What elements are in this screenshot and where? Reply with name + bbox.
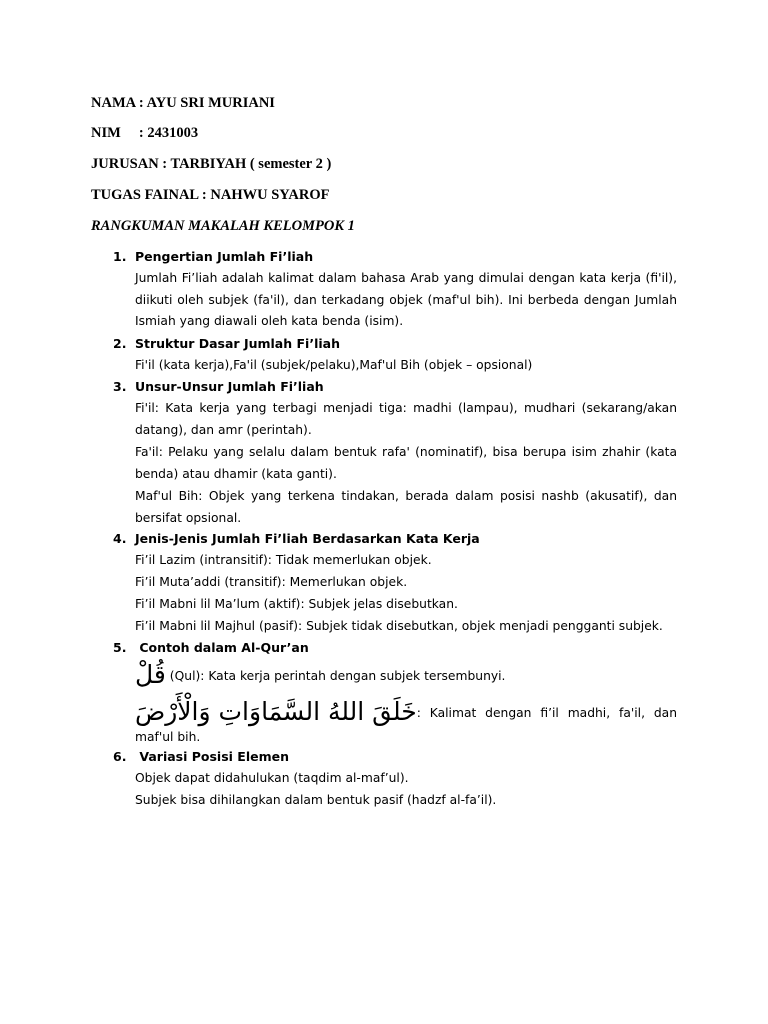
section-3-fiil: Fi'il: Kata kerja yang terbagi menjadi tiga: madhi (lampau), mudhari (sekarang/akan datang), dan amr (perintah).	[135, 401, 677, 437]
student-major: JURUSAN : TARBIYAH ( semester 2 )	[91, 156, 332, 172]
section-2-heading	[113, 334, 340, 354]
section-4-item: Fi’il Lazim (intransitif): Tidak memerlukan objek.	[135, 553, 432, 567]
example-khalaqa	[135, 697, 677, 749]
section-3-heading	[113, 377, 324, 397]
section-4-title: Jenis-Jenis Jumlah Fi’liah Berdasarkan Kata Kerja	[135, 531, 480, 546]
assignment-title: TUGAS FAINAL : NAHWU SYAROF	[91, 187, 330, 203]
section-6-heading	[113, 747, 289, 767]
student-name: NAMA : AYU SRI MURIANI	[91, 95, 275, 111]
summary-subtitle: RANGKUMAN MAKALAH KELOMPOK 1	[91, 218, 355, 234]
section-3-maful: Maf'ul Bih: Objek yang terkena tindakan, berada dalam posisi nashb (akusatif), dan bersifat opsional.	[135, 489, 677, 525]
section-1-number: 1.	[113, 249, 127, 264]
section-6-item: Subjek bisa dihilangkan dalam bentuk pasif (hadzf al-fa’il).	[135, 793, 497, 807]
section-1-heading	[113, 247, 313, 267]
section-3-fail: Fa'il: Pelaku yang selalu dalam bentuk rafa' (nominatif), bisa berupa isim zhahir (kata benda) atau dhamir (kata ganti).	[135, 445, 677, 481]
section-6-number: 6.	[113, 749, 127, 764]
section-2-paragraph: Fi'il (kata kerja),Fa'il (subjek/pelaku),Maf'ul Bih (objek – opsional)	[135, 358, 533, 372]
example-qul	[135, 660, 677, 690]
section-4-item: Fi’il Mabni lil Ma’lum (aktif): Subjek jelas disebutkan.	[135, 597, 458, 611]
student-nim: NIM : 2431003	[91, 125, 199, 141]
section-3-title: Unsur-Unsur Jumlah Fi’liah	[135, 379, 324, 394]
section-5-number: 5.	[113, 640, 127, 655]
section-4-item: Fi’il Muta’addi (transitif): Memerlukan objek.	[135, 575, 408, 589]
section-3-number: 3.	[113, 379, 127, 394]
section-6-item: Objek dapat didahulukan (taqdim al-maf’ul).	[135, 771, 409, 785]
example-khalaqa-text: : Kalimat dengan fi’il madhi, fa'il, dan maf'ul bih.	[135, 706, 677, 744]
example-qul-text: (Qul): Kata kerja perintah dengan subjek tersembunyi.	[165, 669, 506, 683]
section-4-number: 4.	[113, 531, 127, 546]
section-6-title: Variasi Posisi Elemen	[135, 749, 289, 764]
arabic-qul: قُلْ	[135, 660, 166, 689]
section-4-item: Fi’il Mabni lil Majhul (pasif): Subjek tidak disebutkan, objek menjadi pengganti subjek.	[135, 619, 663, 633]
section-1-paragraph: Jumlah Fi’liah adalah kalimat dalam bahasa Arab yang dimulai dengan kata kerja (fi'il), diikuti oleh subjek (fa'il), dan terkadang objek (maf'ul bih). Ini berbeda dengan Jumlah Ismiah yang diawali oleh kata benda (isim).	[135, 271, 677, 329]
section-5-title: Contoh dalam Al-Qur’an	[135, 640, 309, 655]
section-4-heading	[113, 529, 480, 549]
section-2-number: 2.	[113, 336, 127, 351]
section-1-title: Pengertian Jumlah Fi’liah	[135, 249, 314, 264]
arabic-khalaqa: خَلَقَ اللهُ السَّمَاوَاتِ وَالْأَرْضَ	[135, 697, 417, 726]
section-2-title: Struktur Dasar Jumlah Fi’liah	[135, 336, 340, 351]
section-5-heading	[113, 638, 309, 658]
